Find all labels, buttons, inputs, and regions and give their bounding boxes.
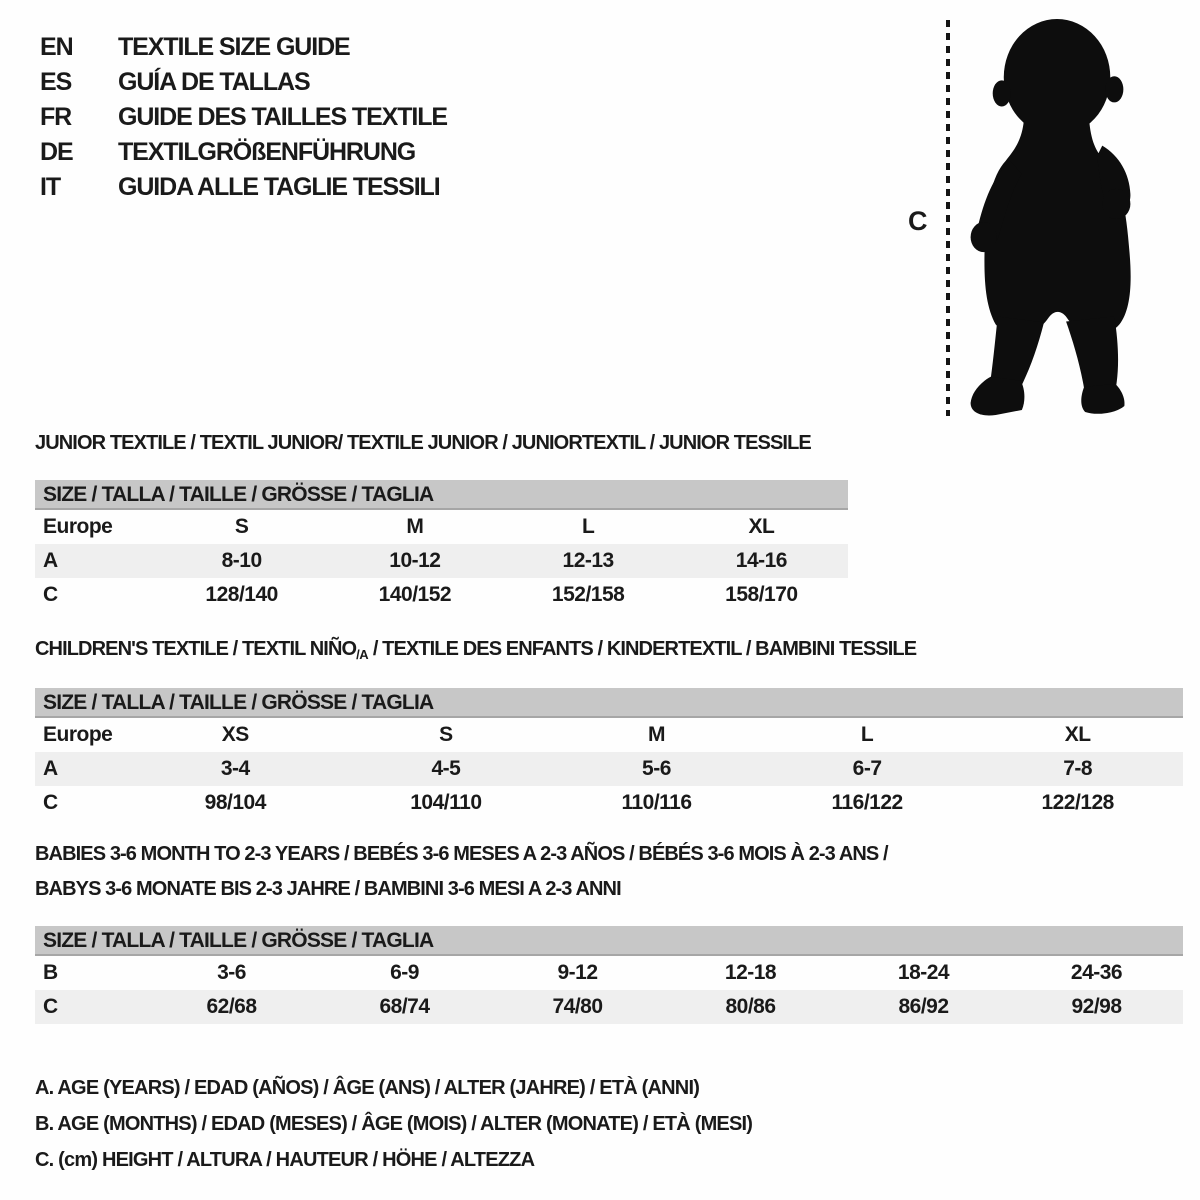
size-cell: XL [1064,723,1091,746]
language-code: DE [40,138,73,166]
language-row-fr [40,100,447,135]
babies-size-table [35,926,1183,1024]
height-cell: 68/74 [379,995,430,1018]
language-code: IT [40,173,61,201]
table-row-age [35,544,848,578]
row-label: Europe [43,723,113,746]
size-cell: S [234,515,249,538]
table-body [35,956,1183,1024]
legend-line-b: B. AGE (MONTHS) / EDAD (MESES) / ÂGE (MOIS) / ALTER (MONATE) / ETÀ (MESI) [35,1113,753,1135]
table-row-europe [35,718,1183,752]
size-cell: XS [221,723,249,746]
junior-section-title: JUNIOR TEXTILE / TEXTIL JUNIOR/ TEXTILE JUNIOR / JUNIORTEXTIL / JUNIOR TESSILE [35,432,811,454]
row-label: B [43,961,58,984]
age-cell: 8-10 [221,549,262,572]
age-cell: 10-12 [389,549,441,572]
table-row-europe [35,510,848,544]
height-cell: 86/92 [898,995,949,1018]
months-cell: 12-18 [724,961,777,984]
row-label: Europe [43,515,113,538]
table-row-height [35,578,848,612]
size-cell: L [860,723,874,746]
row-label: C [43,583,58,606]
legend-line-a: A. AGE (YEARS) / EDAD (AÑOS) / ÂGE (ANS) / ALTER (JAHRE) / ETÀ (ANNI) [35,1077,700,1099]
height-cell: 128/140 [205,583,278,606]
baby-silhouette-icon [963,15,1140,417]
size-header-bar: SIZE / TALLA / TAILLE / GRÖSSE / TAGLIA [35,480,848,510]
language-row-it [40,170,447,205]
table-row-height [35,786,1183,820]
babies-section-title-line1: BABIES 3-6 MONTH TO 2-3 YEARS / BEBÉS 3-6 MESES A 2-3 AÑOS / BÉBÉS 3-6 MOIS À 2-3 ANS / [35,843,888,865]
language-title-list [40,30,447,205]
months-cell: 3-6 [217,961,246,984]
language-code: ES [40,68,72,96]
height-cell: 152/158 [551,583,625,606]
guide-title: TEXTILGRÖßENFÜHRUNG [118,138,416,166]
height-cell: 92/98 [1071,995,1122,1018]
table-body [35,718,1183,820]
row-label: A [43,549,58,572]
age-cell: 3-4 [220,757,250,780]
legend-line-c: C. (cm) HEIGHT / ALTURA / HAUTEUR / HÖHE / ALTEZZA [35,1149,535,1171]
title-subscript: /A [356,647,369,662]
age-cell: 12-13 [562,549,614,572]
months-cell: 24-36 [1070,961,1123,984]
months-cell: 9-12 [557,961,598,984]
size-cell: XL [748,515,775,538]
language-row-en [40,30,447,65]
language-row-es [40,65,447,100]
height-cell: 104/110 [410,791,482,814]
table-row-height [35,990,1183,1024]
children-section-title [35,638,916,662]
children-size-table [35,688,1183,820]
guide-title: GUIDE DES TAILLES TEXTILE [118,103,448,131]
babies-section-title-line2: BABYS 3-6 MONATE BIS 2-3 JAHRE / BAMBINI 3-6 MESI A 2-3 ANNI [35,878,621,900]
age-cell: 14-16 [735,549,787,572]
height-cell: 122/128 [1041,791,1114,814]
language-row-de [40,135,447,170]
title-part: / TEXTILE DES ENFANTS / KINDERTEXTIL / BAMBINI TESSILE [368,638,917,660]
months-cell: 18-24 [897,961,950,984]
height-cell: 116/122 [831,791,903,814]
height-cell: 110/116 [621,791,692,814]
language-code: FR [40,103,72,131]
height-cell: 140/152 [378,583,452,606]
height-measure-line [946,20,950,416]
guide-title: TEXTILE SIZE GUIDE [118,33,350,61]
size-cell: M [647,723,665,746]
height-cell: 158/170 [725,583,798,606]
height-measure-label: C [908,206,927,236]
height-cell: 62/68 [206,995,257,1018]
height-cell: 98/104 [204,791,266,814]
table-row-months [35,956,1183,990]
height-cell: 80/86 [725,995,776,1018]
age-cell: 5-6 [642,757,671,780]
height-cell: 74/80 [552,995,603,1018]
row-label: A [43,757,58,780]
size-header-bar: SIZE / TALLA / TAILLE / GRÖSSE / TAGLIA [35,926,1183,956]
size-cell: L [581,515,595,538]
size-cell: M [406,515,424,538]
table-body [35,510,848,612]
table-row-age [35,752,1183,786]
months-cell: 6-9 [390,961,419,984]
guide-title: GUIDA ALLE TAGLIE TESSILI [118,173,440,201]
guide-title: GUÍA DE TALLAS [118,68,310,96]
row-label: C [43,995,58,1018]
size-cell: S [439,723,453,746]
row-label: C [43,791,58,814]
junior-size-table [35,480,848,612]
age-cell: 6-7 [852,757,882,780]
measurement-legend [35,1070,752,1178]
language-code: EN [40,33,73,61]
age-cell: 7-8 [1063,757,1093,780]
title-part: CHILDREN'S TEXTILE / TEXTIL NIÑO [35,638,357,660]
size-header-bar: SIZE / TALLA / TAILLE / GRÖSSE / TAGLIA [35,688,1183,718]
age-cell: 4-5 [431,757,461,780]
